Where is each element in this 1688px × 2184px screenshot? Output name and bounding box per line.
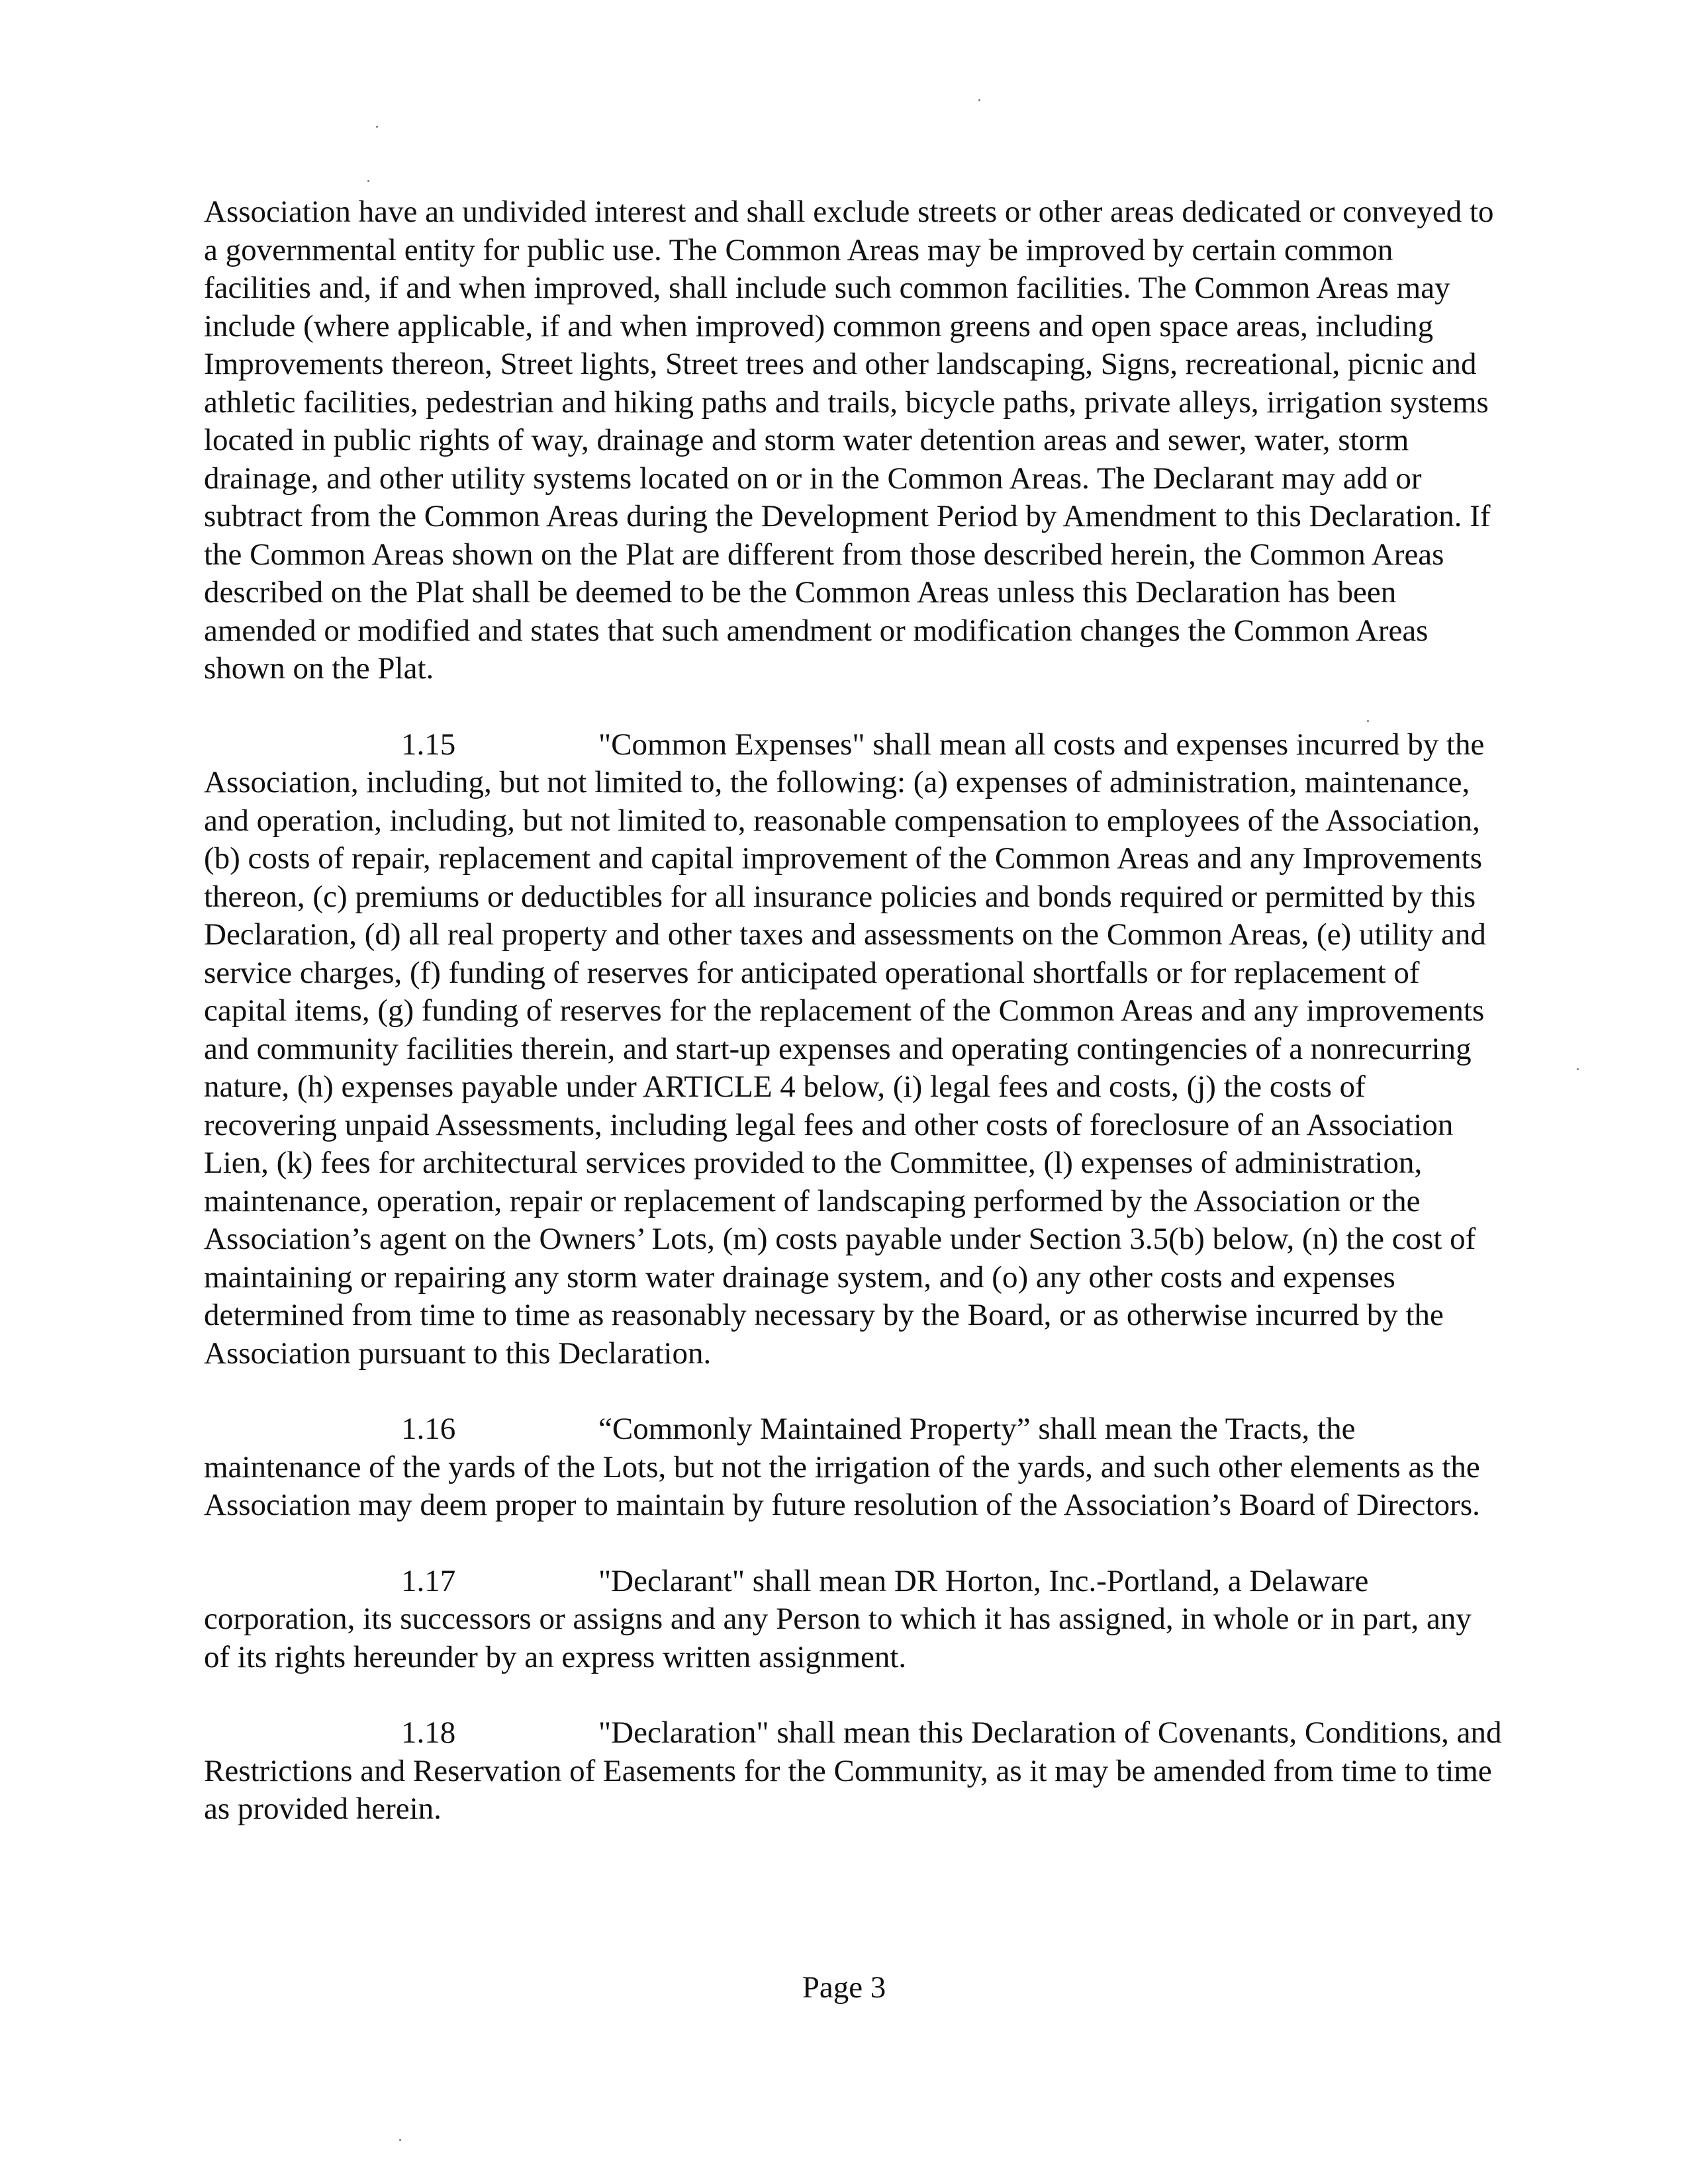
section-text: "Declaration" shall mean this Declaration of Covenants, Conditions, and Restrictions and Reservation of Easements for the Community, as it may be amended from time to time as provided herein. (204, 1715, 1502, 1826)
section-text: "Common Expenses" shall mean all costs and expenses incurred by the Association, including, but not limited to, the following: (a) expenses of administration, maintenance, and operation, including, but not limited to, reasonable compensation to employees of the Association, (b) costs of repair, replacement and capital improvement of the Common Areas and any Improvements thereon, (c) premiums or deductibles for all insurance policies and bonds required or permitted by this Declaration, (d) all real property and other taxes and assessments on the Common Areas, (e) utility and service charges, (f) funding of reserves for anticipated operational shortfalls or for replacement of capital items, (g) funding of reserves for the replacement of the Common Areas and any improvements and community facilities therein, and start-up expenses and operating contingencies of a nonrecurring nature, (h) expenses payable under ARTICLE 4 below, (i) legal fees and costs, (j) the costs of recovering unpaid Assessments, including legal fees and other costs of foreclosure of an Association Lien, (k) fees for architectural services provided to the Committee, (l) expenses of administration, maintenance, operation, repair or replacement of landscaping performed by the Association or the Association’s agent on the Owners’ Lots, (m) costs payable under Section 3.5(b) below, (n) the cost of maintaining or repairing any storm water drainage system, and (o) any other costs and expenses determined from time to time as reasonably necessary by the Board, or as otherwise incurred by the Association pursuant to this Declaration. (204, 727, 1486, 1371)
section-text: "Declarant" shall mean DR Horton, Inc.-Portland, a Delaware corporation, its successors or assigns and any Person to which it has assigned, in whole or in part, any of its rights hereunder by an express written assignment. (204, 1563, 1472, 1674)
section-1-18-declaration (204, 1714, 1505, 1829)
paragraph-common-areas-continued (204, 193, 1505, 688)
section-number: 1.18 (401, 1715, 456, 1750)
scan-speck (978, 99, 980, 101)
section-number: 1.15 (401, 727, 456, 762)
paragraph-text: Association have an undivided interest and shall exclude streets or other areas dedicated or conveyed to a governmental entity for public use. The Common Areas may be improved by certain common facilities and, if and when improved, shall include such common facilities. The Common Areas may include (where applicable, if and when improved) common greens and open space areas, including Improvements thereon, Street lights, Street trees and other landscaping, Signs, recreational, picnic and athletic facilities, pedestrian and hiking paths and trails, bicycle paths, private alleys, irrigation systems located in public rights of way, drainage and storm water detention areas and sewer, water, storm drainage, and other utility systems located on or in the Common Areas. The Declarant may add or subtract from the Common Areas during the Development Period by Amendment to this Declaration. If the Common Areas shown on the Plat are different from those described herein, the Common Areas described on the Plat shall be deemed to be the Common Areas unless this Declaration has been amended or modified and states that such amendment or modification changes the Common Areas shown on the Plat. (204, 195, 1494, 686)
section-number: 1.17 (401, 1563, 456, 1598)
page-number: Page 3 (802, 1970, 886, 2005)
scan-speck (367, 180, 369, 182)
document-body (204, 193, 1505, 1866)
section-1-16-commonly-maintained-property (204, 1410, 1505, 1525)
scan-speck (1577, 1068, 1579, 1070)
section-1-17-declarant (204, 1563, 1505, 1677)
section-1-15-common-expenses (204, 726, 1505, 1373)
scan-speck (399, 2139, 401, 2141)
section-number: 1.16 (401, 1412, 456, 1446)
scan-speck (376, 126, 378, 128)
section-text: “Commonly Maintained Property” shall mean the Tracts, the maintenance of the yards of the Lots, but not the irrigation of the yards, and such other elements as the Association may deem proper to maintain by future resolution of the Association’s Board of Directors. (204, 1412, 1480, 1522)
